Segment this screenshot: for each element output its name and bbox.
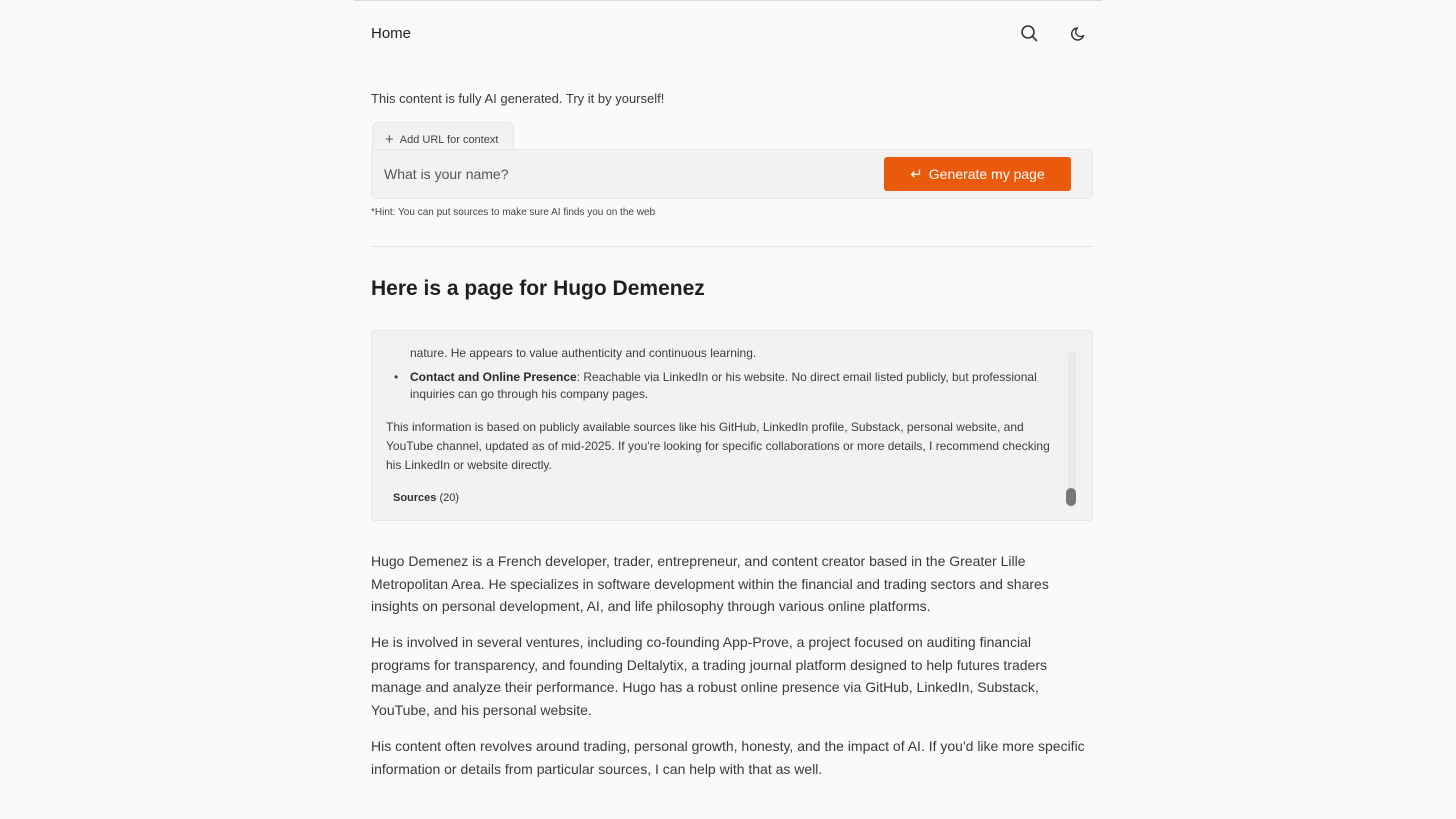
name-input[interactable] (384, 160, 864, 188)
section-divider (371, 246, 1093, 247)
sources-label: Sources (393, 492, 437, 504)
bullet-text: : Reachable via LinkedIn or his website. No direct email listed publicly, but professional inquiries can go through his company pages. (410, 370, 1037, 401)
scrollbar-thumb[interactable] (1066, 488, 1076, 506)
info-line: nature. He appears to value authenticity and continuous learning. (410, 346, 757, 360)
name-form (371, 149, 1093, 199)
info-box[interactable] (371, 330, 1093, 521)
sources-count: (20) (439, 492, 460, 504)
home-link[interactable]: Home (371, 25, 412, 42)
bullet-icon: • (394, 370, 399, 384)
search-icon[interactable] (1018, 22, 1040, 44)
page-title: Here is a page for Hugo Demenez (371, 277, 705, 300)
ai-notice: This content is fully AI generated. Try it by yourself! (371, 91, 665, 106)
bullet-title: Contact and Online Presence (410, 370, 577, 384)
generate-button[interactable] (884, 157, 1071, 191)
info-paragraph: This information is based on publicly available sources like his GitHub, LinkedIn profile, Substack, personal website, and YouTube channel, updated as of mid-2025. If you're looking for specific collaborations or more details, I recommend checking his LinkedIn or website directly. (386, 420, 1050, 472)
moon-icon[interactable] (1068, 22, 1090, 44)
top-divider (354, 0, 1102, 1)
add-url-button[interactable] (372, 122, 514, 150)
header (371, 18, 1093, 48)
sources-toggle[interactable] (393, 490, 459, 507)
hint-text: *Hint: You can put sources to make sure AI finds you on the web (371, 207, 656, 218)
body-paragraph-2: He is involved in several ventures, including co-founding App-Prove, a project focused on auditing financial programs for transparency, and founding Deltalytix, a trading journal platform designed to help futures traders manage and analyze their performance. Hugo has a robust online presence via GitHub, LinkedIn, Substack, YouTube, and his personal website. (371, 634, 1047, 719)
add-url-label: Add URL for context (399, 134, 499, 146)
plus-icon: + (385, 131, 394, 148)
list-item (394, 369, 1050, 403)
scrollbar-track[interactable] (1068, 351, 1076, 509)
enter-icon: ↵ (910, 166, 923, 183)
body-paragraph-1: Hugo Demenez is a French developer, trader, entrepreneur, and content creator based in the Greater Lille Metropolitan Area. He specializes in software development within the financial and trading sectors and shares insights on personal development, AI, and life philosophy through various online platforms. (371, 553, 1049, 615)
generate-label: Generate my page (928, 166, 1045, 182)
body-paragraph-3: His content often revolves around trading, personal growth, honesty, and the impact of AI. If you'd like more specific information or details from particular sources, I can help with that as well. (371, 738, 1085, 777)
